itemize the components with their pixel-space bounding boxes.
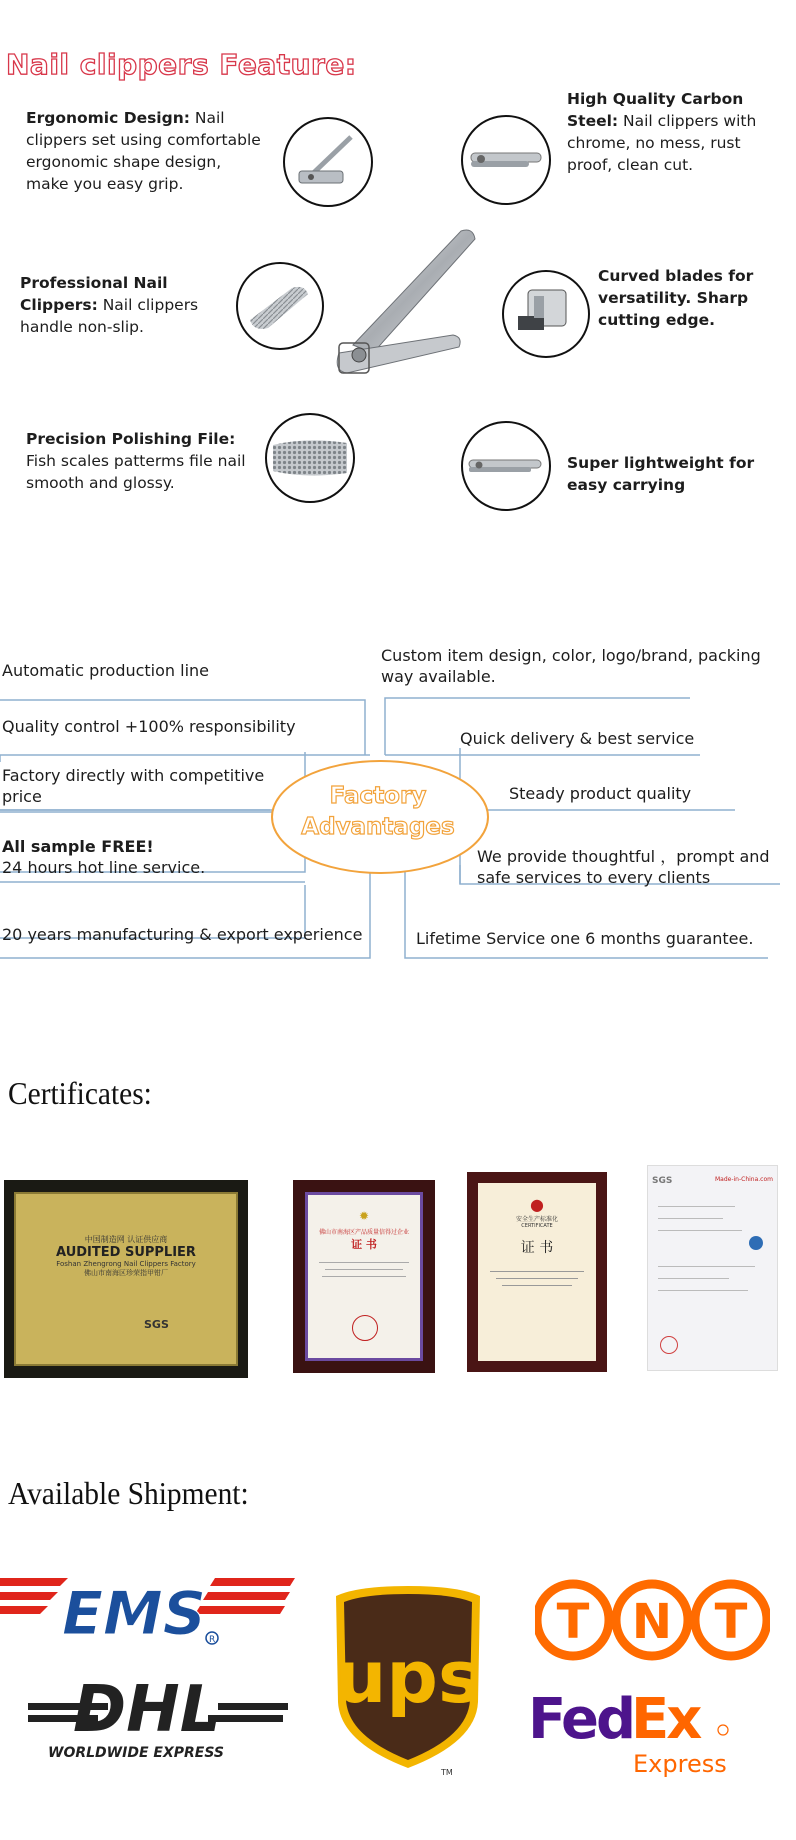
nail-clipper-image <box>333 225 488 380</box>
lightweight-thumbnail <box>461 421 551 511</box>
feature-heading: High Quality Carbon Steel: <box>567 90 744 130</box>
feature-heading: Professional Nail Clippers: <box>20 274 168 314</box>
feature-curved-blades <box>598 265 783 331</box>
cert-line: Foshan Zhengrong Nail Clippers Factory <box>56 1260 196 1268</box>
file-thumbnail <box>265 413 355 503</box>
features-title: Nail clippers Feature: <box>6 48 357 81</box>
fedex-wordmark-fed: Fed <box>528 1687 634 1752</box>
dhl-logo <box>28 1665 288 1765</box>
ems-wordmark: EMS <box>62 1579 206 1649</box>
feature-polishing-file <box>26 428 256 494</box>
advantage-factory-direct: Factory directly with competitive price <box>2 766 265 806</box>
certificate-sgs-report <box>647 1165 778 1371</box>
national-emblem-icon: ● <box>530 1195 544 1214</box>
feature-heading: Ergonomic Design: <box>26 109 190 127</box>
red-seal-icon <box>660 1336 678 1354</box>
tnt-letter-t1: T <box>556 1594 590 1650</box>
cert-line: CERTIFICATE <box>521 1223 553 1229</box>
feature-text: Nail clippers with chrome, no mess, rust proof, clean cut. <box>567 112 757 174</box>
handle-thumbnail <box>236 262 324 350</box>
carbon-steel-thumbnail <box>461 115 551 205</box>
clipper-side-icon <box>463 117 549 203</box>
clipper-icon <box>285 119 371 205</box>
tnt-letter-t2: T <box>714 1594 748 1650</box>
feature-heading: Super lightweight for easy carrying <box>567 454 755 494</box>
ups-logo <box>328 1582 488 1777</box>
sgs-logo: SGS <box>144 1318 169 1331</box>
feature-carbon-steel <box>567 88 757 176</box>
certificates-heading: Certificates: <box>8 1075 152 1111</box>
badge-icon <box>749 1236 763 1250</box>
certificate-audited-supplier <box>4 1180 248 1378</box>
advantage-thoughtful-service: We provide thoughtful ，prompt and safe services to every clients <box>477 847 770 887</box>
cert-emblem-icon: ✹ <box>358 1209 370 1223</box>
clipper-side-icon <box>463 423 549 509</box>
grip-pattern-icon <box>238 264 322 348</box>
advantage-custom-design: Custom item design, color, logo/brand, packing way available. <box>381 646 761 686</box>
advantage-automatic: Automatic production line <box>2 661 210 680</box>
certificate-safety-standard <box>467 1172 607 1372</box>
feature-professional <box>20 272 210 338</box>
cert-line: 佛山市南海区珍荣指甲钳厂 <box>84 1269 168 1277</box>
advantage-hotline: 24 hours hot line service. <box>2 858 206 877</box>
advantage-free-sample: All sample FREE! <box>2 837 154 856</box>
cert-title: 证 书 <box>520 1240 554 1256</box>
feature-text: Nail clippers set using comfortable ergonomic shape design, make you easy grip. <box>26 109 261 193</box>
fish-scale-file-icon <box>267 415 353 501</box>
advantages-center-line1: Factory <box>329 783 427 809</box>
fedex-subtitle: Express <box>633 1750 727 1778</box>
svg-text:TM: TM <box>441 1768 453 1777</box>
blade-thumbnail <box>502 270 590 358</box>
svg-text:R: R <box>209 1635 216 1645</box>
blade-closeup-icon <box>504 272 588 356</box>
dhl-wordmark: DHL <box>73 1673 221 1747</box>
feature-heading: Curved blades for versatility. Sharp cutting edge. <box>598 267 754 329</box>
feature-text: Nail clippers handle non-slip. <box>20 296 199 336</box>
shipment-heading: Available Shipment: <box>8 1475 249 1511</box>
tnt-logo <box>535 1575 770 1665</box>
feature-text: Fish scales patterms file nail smooth and glossy. <box>26 452 246 492</box>
cert-title: AUDITED SUPPLIER <box>56 1245 196 1260</box>
cert-line: 安全生产标准化 <box>515 1216 558 1223</box>
advantage-quick-delivery: Quick delivery & best service <box>460 729 695 748</box>
tnt-letter-n: N <box>631 1594 673 1650</box>
red-seal-icon <box>352 1315 378 1341</box>
feature-heading: Precision Polishing File: <box>26 430 236 448</box>
fedex-wordmark-ex: Ex <box>631 1687 700 1752</box>
cert-title: 证 书 <box>351 1238 377 1251</box>
cert-line: 佛山市南海区产品质量信得过企业 <box>318 1229 409 1236</box>
feature-ergonomic <box>26 107 266 195</box>
feature-lightweight <box>567 452 757 496</box>
ups-wordmark: ups <box>335 1635 481 1719</box>
sgs-logo: SGS <box>652 1176 673 1186</box>
dhl-subtitle: WORLDWIDE EXPRESS <box>48 1745 225 1761</box>
advantage-steady-quality: Steady product quality <box>509 784 692 803</box>
ems-logo <box>0 1570 300 1650</box>
cert-line: 中国制造网 认证供应商 <box>84 1235 168 1244</box>
ergonomic-thumbnail <box>283 117 373 207</box>
advantages-center-line2: Advantages <box>301 814 455 840</box>
certificate-quality-trust <box>293 1180 435 1373</box>
advantage-experience: 20 years manufacturing & export experience <box>2 925 363 944</box>
advantage-lifetime-service: Lifetime Service one 6 months guarantee. <box>416 929 754 948</box>
advantage-quality-control: Quality control +100% responsibility <box>2 717 296 736</box>
fedex-logo <box>528 1680 748 1780</box>
made-in-china-logo: Made-in-China.com <box>714 1176 773 1183</box>
